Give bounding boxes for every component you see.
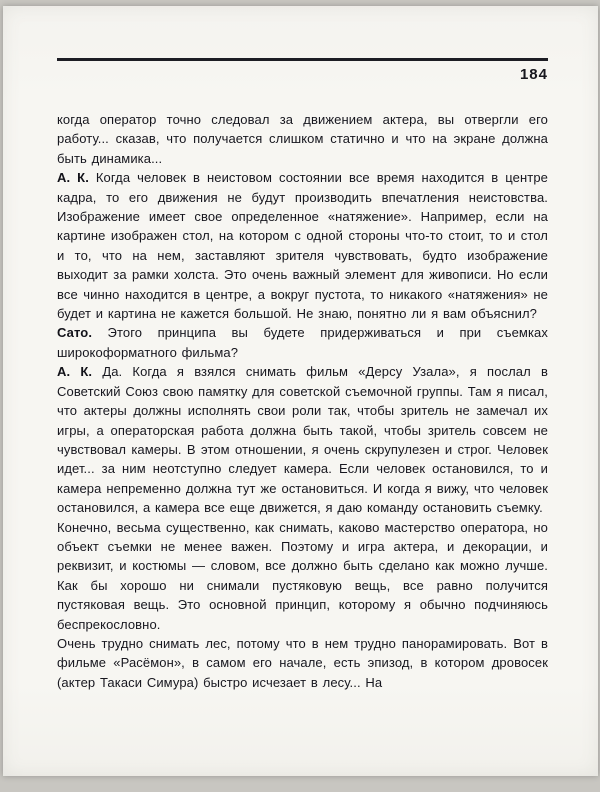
paragraph: Очень трудно снимать лес, потому что в нем трудно панорамировать. Вот в фильме «Расёмон», в самом его начале, есть эпизод, в котором дровосек (актер Такаси Симура) быстро исчезает в лесу... На [57, 635, 548, 690]
paragraph: Конечно, весьма существенно, как снимать, каково мастерство оператора, но объект съемки не менее важен. Поэтому и игра актера, и декорации, и реквизит, и костюмы — словом, все должно быть сделано как можно лучше. Как бы хорошо ни снимали пустяковую вещь, все равно получится пустяковая вещь. Это основной принцип, которому я обычно подчиняюсь беспрекословно. [57, 519, 548, 632]
paragraph: Сато. Этого принципа вы будете придерживаться и при съемках широкоформатного фильма? [57, 325, 548, 360]
speaker-label: А. К. [57, 364, 103, 380]
scanned-book-page [3, 6, 598, 776]
page-number: 184 [519, 66, 548, 83]
paragraph: А. К. Когда человек в неистовом состоянии все время находится в центре кадра, то его движения не будут производить впечатления неистовства. Изображение имеет свое определенное «натяжение». Например, если на картине изображен стол, на котором с одной стороны что-то стоит, то и стол и то, что на нем, заставляют зрителя чувствовать, будто изображение выходит за рамки холста. Это очень важный элемент для живописи. Но если все чинно находится в центре, а вокруг пустота, то никакого «натяжения» не будет и картина не кажется большой. Не знаю, понятно ли я вам объяснил? [57, 170, 548, 322]
speaker-label: А. К. [57, 170, 96, 186]
paragraph: А. К. Да. Когда я взялся снимать фильм «Дерсу Узала», я послал в Советский Союз свою памятку для советской съемочной группы. Там я писал, что актеры должны исполнять свои роли так, чтобы зритель не замечал их игры, а операторская работа должна быть такой, чтобы зритель совсем не чувствовал камеры. В этом отношении, я очень скрупулезен и строг. Человек идет... за ним неотступно следует камера. Если человек остановился, то и камера непременно должна тут же остановиться. И когда я вижу, что человек остановился, а камера все еще движется, я даю команду остановить съемку. [57, 364, 549, 516]
page-content-area [57, 58, 548, 692]
text-block [57, 110, 548, 692]
speaker-label: Сато. [57, 325, 108, 341]
paragraph: когда оператор точно следовал за движением актера, вы отвергли его работу... сказав, что получается слишком статично и что на экране должна быть динамика... [57, 112, 548, 166]
header-rule [57, 58, 548, 61]
